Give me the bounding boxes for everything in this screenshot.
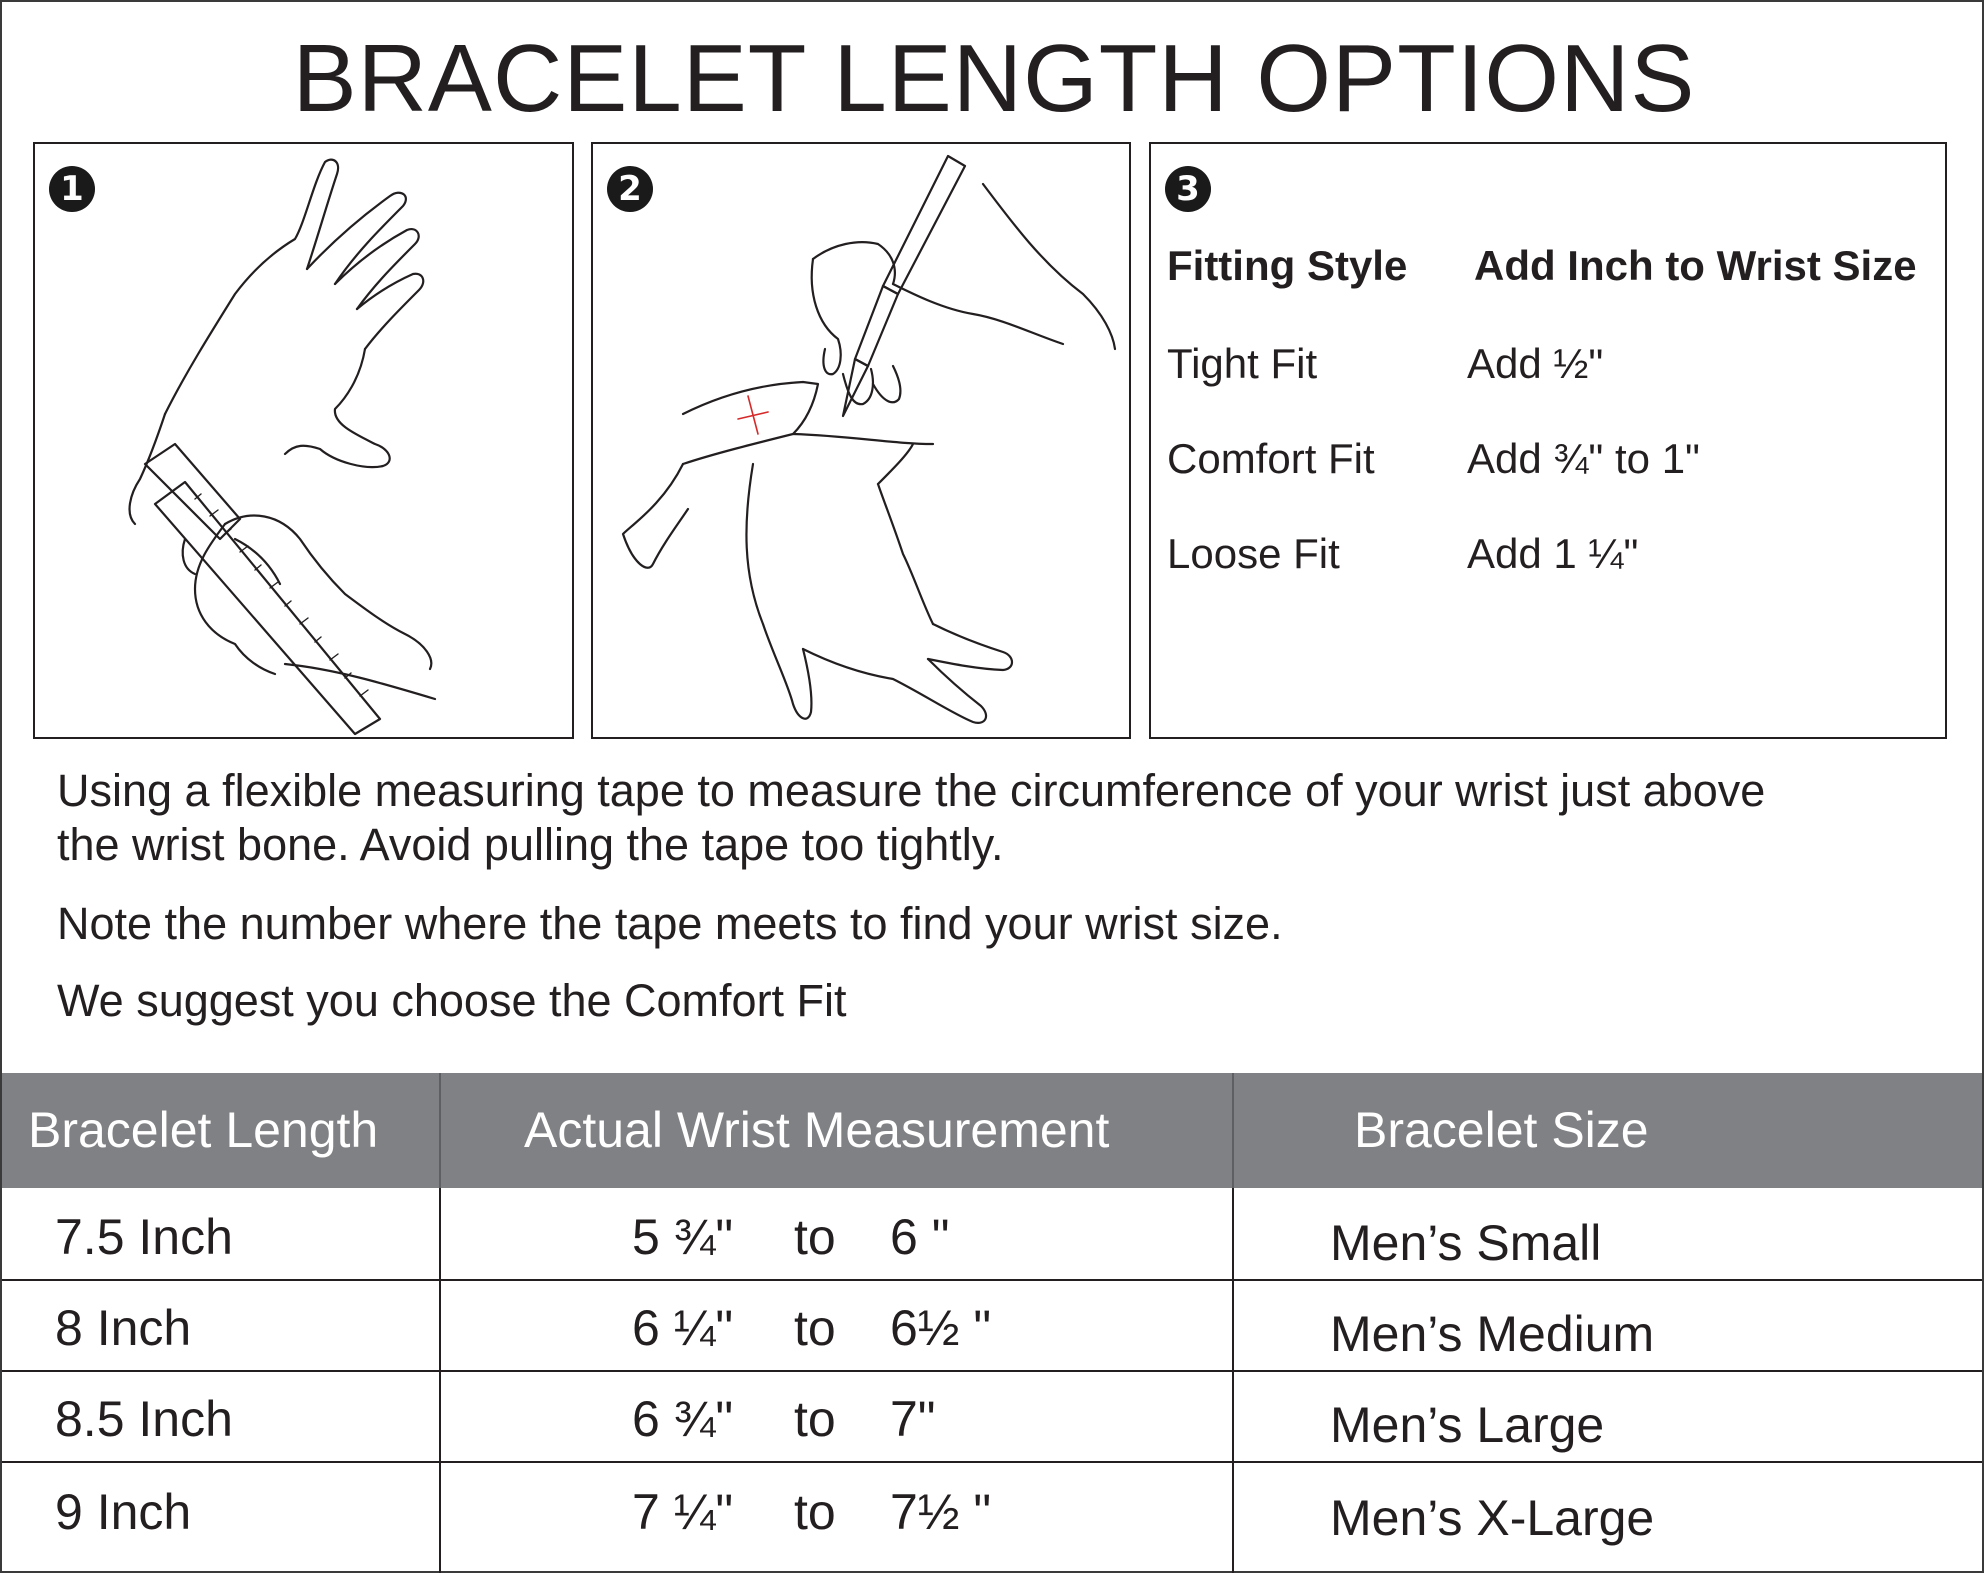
- header-bracelet-length: Bracelet Length: [28, 1102, 379, 1158]
- table-row: [2, 1372, 1982, 1463]
- table-row: [2, 1188, 1982, 1281]
- column-divider: [439, 1188, 441, 1573]
- page-title: BRACELET LENGTH OPTIONS: [292, 25, 1696, 132]
- fit-add-loose: Add 1 ¼": [1467, 530, 1639, 577]
- row-from: 6 ¼": [632, 1300, 734, 1356]
- fit-style-loose: Loose Fit: [1167, 530, 1340, 577]
- step-2-badge: 2: [607, 166, 653, 212]
- fitting-style-header: Fitting Style: [1167, 242, 1408, 289]
- instruction-line-2: the wrist bone. Avoid pulling the tape too tightly.: [57, 819, 1004, 870]
- table-row: [2, 1281, 1982, 1372]
- row-to: 6 ": [890, 1209, 950, 1265]
- row-to-word: to: [794, 1484, 836, 1540]
- row-size: Men’s Small: [1330, 1215, 1602, 1271]
- row-size: Men’s X-Large: [1330, 1490, 1655, 1546]
- row-size: Men’s Large: [1330, 1397, 1605, 1453]
- table-row: [2, 1463, 1982, 1563]
- mark-tape-illustration: [593, 144, 1129, 737]
- row-from: 5 ¾": [632, 1209, 734, 1265]
- header-bracelet-size: Bracelet Size: [1354, 1102, 1649, 1158]
- instruction-line-1: Using a flexible measuring tape to measure the circumference of your wrist just above: [57, 765, 1766, 816]
- row-size: Men’s Medium: [1330, 1306, 1655, 1362]
- step-1-badge: 1: [49, 166, 95, 212]
- column-divider: [1232, 1188, 1234, 1573]
- step-3-badge: 3: [1165, 166, 1211, 212]
- header-wrist-measurement: Actual Wrist Measurement: [524, 1102, 1110, 1158]
- row-length: 9 Inch: [55, 1484, 192, 1540]
- row-length: 8 Inch: [55, 1300, 192, 1356]
- wrap-tape-illustration: [35, 144, 572, 737]
- fit-style-tight: Tight Fit: [1167, 340, 1318, 387]
- fit-add-comfort: Add ¾" to 1": [1467, 435, 1700, 482]
- header-divider: [1232, 1073, 1234, 1188]
- row-length: 8.5 Inch: [55, 1391, 233, 1447]
- row-to: 7": [890, 1391, 936, 1447]
- step-1-panel: [33, 142, 574, 739]
- fit-style-comfort: Comfort Fit: [1167, 435, 1375, 482]
- row-to-word: to: [794, 1209, 836, 1265]
- instruction-line-3: Note the number where the tape meets to find your wrist size.: [57, 898, 1283, 949]
- row-from: 7 ¼": [632, 1484, 734, 1540]
- instruction-line-4: We suggest you choose the Comfort Fit: [57, 975, 847, 1026]
- row-to: 7½ ": [890, 1484, 992, 1540]
- row-length: 7.5 Inch: [55, 1209, 233, 1265]
- step-3-panel: [1149, 142, 1947, 739]
- step-2-panel: [591, 142, 1131, 739]
- table-header: [2, 1073, 1982, 1188]
- row-to-word: to: [794, 1391, 836, 1447]
- add-inch-header: Add Inch to Wrist Size: [1474, 242, 1917, 289]
- row-from: 6 ¾": [632, 1391, 734, 1447]
- row-to-word: to: [794, 1300, 836, 1356]
- header-divider: [439, 1073, 441, 1188]
- row-to: 6½ ": [890, 1300, 992, 1356]
- fit-add-tight: Add ½": [1467, 340, 1604, 387]
